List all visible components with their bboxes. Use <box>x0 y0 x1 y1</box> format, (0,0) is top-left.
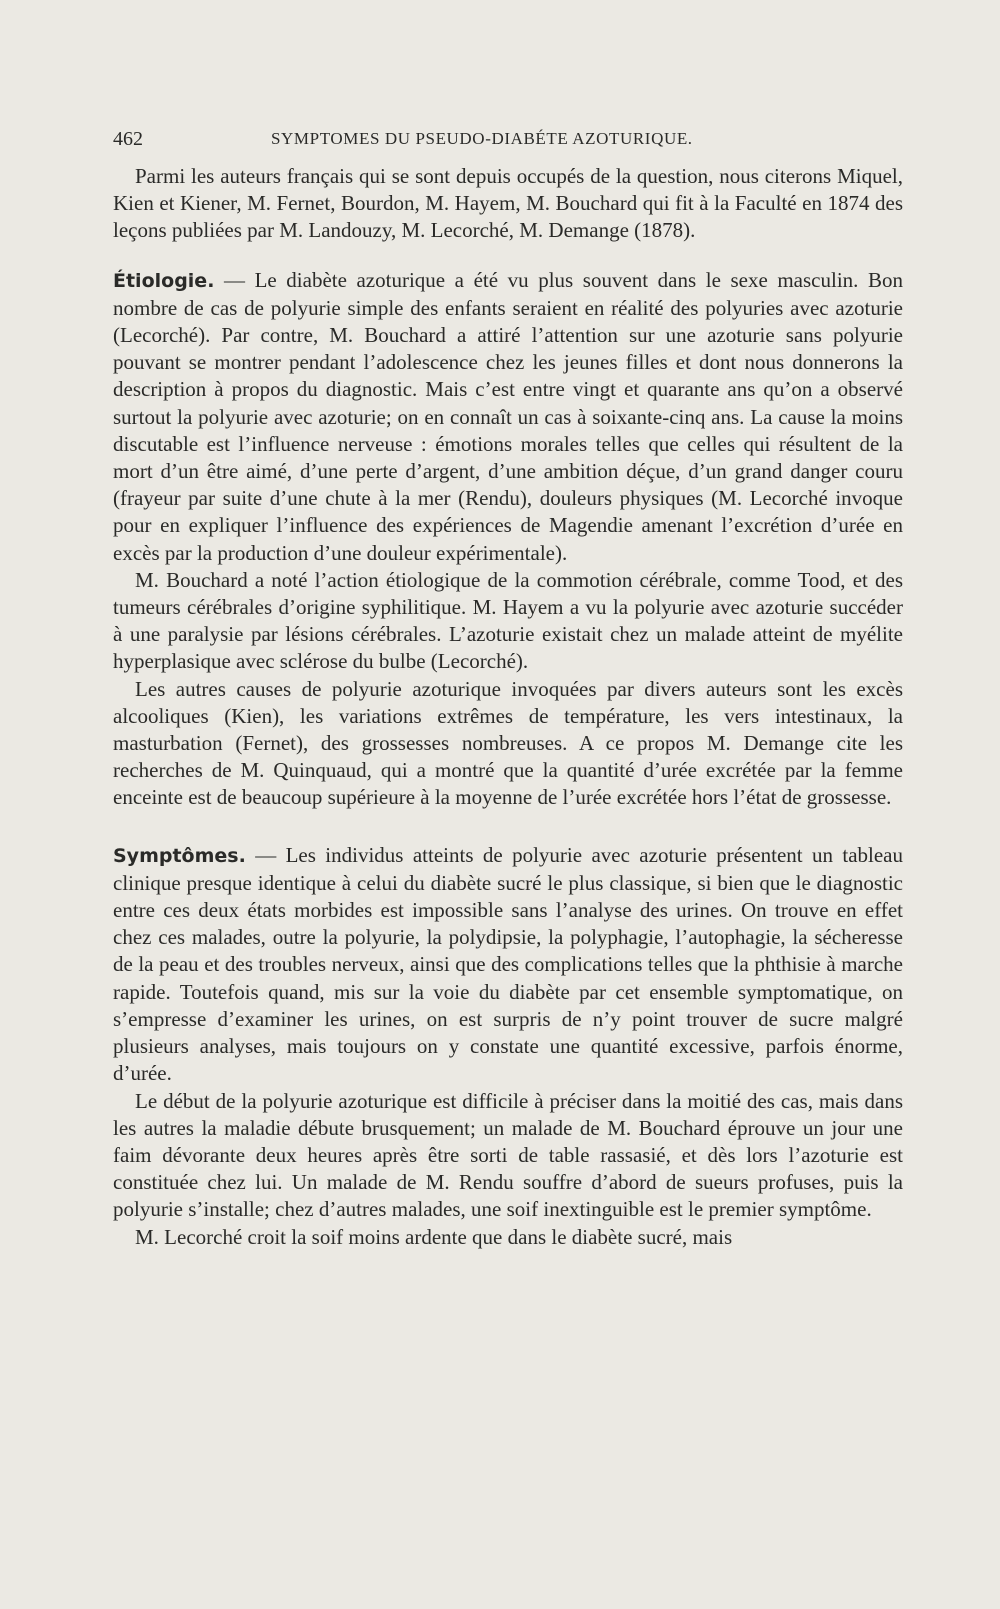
autres-causes-paragraph: Les autres causes de polyurie azoturique invoquées par divers auteurs sont les excès alcooliques (Kien), les variations extrêmes de température, les vers intestinaux, la masturbation (Fernet), des grossesses nombreuses. A ce propos M. Demange cite les recherches de M. Quinquaud, qui a montré que la quantité d’urée excrétée par la femme enceinte est de beaucoup supérieure à la moyenne de l’urée excrétée hors l’état de grossesse. <box>113 676 903 810</box>
page-number: 462 <box>113 128 143 150</box>
symptomes-text: — Les individus atteints de polyurie avec azoturie présentent un tableau clinique presque identique à celui du diabète sucré le plus classique, si bien que le diagnostic entre ces deux états morbides est impossible sans l’analyse des urines. On trouve en effet chez ces malades, outre la polyurie, la polydipsie, la polyphagie, l’autophagie, la sécheresse de la peau et des troubles nerveux, ainsi que des complications telles que la phthisie à marche rapide. Toutefois quand, mis sur la voie du diabète par cet ensemble symptomatique, on s’empresse d’examiner les urines, on est surpris de n’y point trouver de sucre malgré plusieurs analyses, mais toujours on y constate une quantité excessive, parfois énorme, d’urée. <box>113 842 903 1086</box>
symptomes-paragraph <box>113 842 903 1088</box>
bouchard-paragraph: M. Bouchard a noté l’action étiologique de la commotion cérébrale, comme Tood, et des tumeurs cérébrales d’origine syphilitique. M. Hayem a vu la polyurie avec azoturie succéder à une paralysie par lésions cérébrales. L’azoturie existait chez un malade atteint de myélite hyperplasique avec sclérose du bulbe (Lecorché). <box>113 567 903 674</box>
etiologie-text: — Le diabète azoturique a été vu plus souvent dans le sexe masculin. Bon nombre de cas de polyurie simple des enfants seraient en réalité des polyuries avec azoturie (Lecorché). Par contre, M. Bouchard a attiré l’attention sur une azoturie sans polyurie pouvant se montrer pendant l’adolescence chez les jeunes filles et dont nous donnerons la description à propos du diagnostic. Mais c’est entre vingt et quarante ans qu’on a observé surtout la polyurie avec azoturie; on en connaît un cas à soixante-cinq ans. La cause la moins discutable est l’influence nerveuse : émotions morales telles que celles qui résultent de la mort d’un être aimé, d’une perte d’argent, d’une ambition déçue, d’un grand danger couru (frayeur par suite d’une chute à la mer (Rendu), douleurs physiques (M. Lecorché invoque pour en expliquer l’influence des expériences de Magendie amenant l’excrétion d’urée en excès par la production d’une douleur expérimentale). <box>113 267 903 565</box>
running-title: SYMPTOMES DU PSEUDO-DIABÉTE AZOTURIQUE. <box>271 129 693 148</box>
etiologie-paragraph <box>113 267 903 567</box>
page-header <box>113 128 903 158</box>
intro-paragraph: Parmi les auteurs français qui se sont depuis occupés de la question, nous citerons Miquel, Kien et Kiener, M. Fernet, Bourdon, M. Hayem, M. Bouchard qui fit à la Faculté en 1874 des leçons publiées par M. Landouzy, M. Lecorché, M. Demange (1878). <box>113 164 903 243</box>
etiologie-heading: Étiologie. <box>113 269 215 292</box>
page-body <box>113 163 903 1251</box>
lecorche-paragraph: M. Lecorché croit la soif moins ardente que dans le diabète sucré, mais <box>135 1224 733 1249</box>
symptomes-heading: Symptômes. <box>113 844 246 867</box>
debut-paragraph: Le début de la polyurie azoturique est difficile à préciser dans la moitié des cas, mais dans les autres la maladie débute brusquement; un malade de M. Bouchard éprouve un jour une faim dévorante deux heures après être sorti de table rassasié, et dès lors l’azoturie est constituée chez lui. Un malade de M. Rendu souffre d’abord de sueurs profuses, puis la polyurie s’installe; chez d’autres malades, une soif inextinguible est le premier symptôme. <box>113 1088 903 1222</box>
